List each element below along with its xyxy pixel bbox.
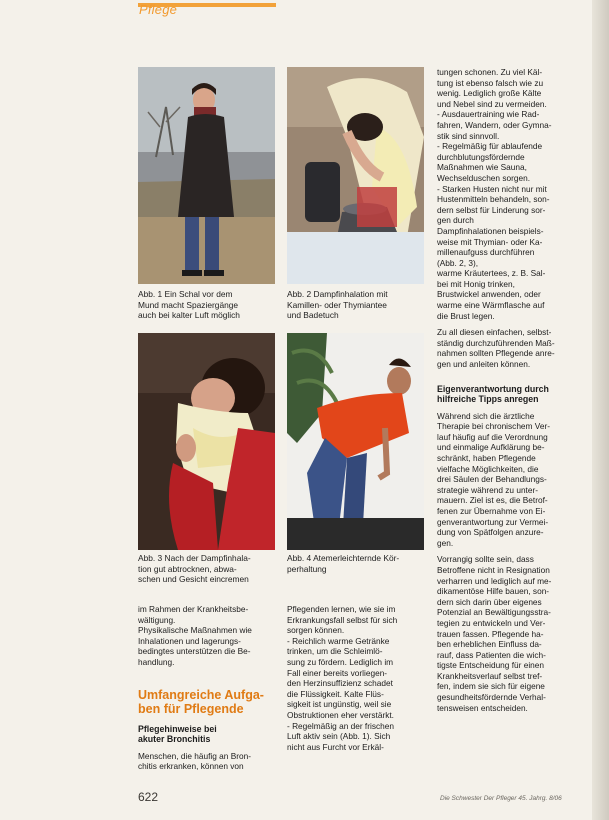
text-column-middle <box>287 604 425 752</box>
section-label: Pflege <box>139 2 178 17</box>
photo-caption: Abb. 4 Atemerleichternde Kör- perhaltung <box>287 553 400 574</box>
body-paragraph: Zu all diesen einfachen, selbst- ständig durchzuführenden Maß- nahmen sollten Pflegende anre- gen und anleiten können. <box>437 327 555 370</box>
intro-paragraph: im Rahmen der Krankheitsbe- wältigung. Physikalische Maßnahmen wie Inhalationen und lagerungs- bedingtes unterstützen die Be- handlung. <box>138 604 252 667</box>
photo-caption: Abb. 1 Ein Schal vor dem Mund macht Spaziergänge auch bei kalter Luft möglich <box>138 289 240 321</box>
body-paragraph: Vorrangig sollte sein, dass Betroffene nicht in Resignation verharren und lediglich auf me- dikamentöse Hilfe bauen, son- dern sich darin über eigenes Potenzial an Bewältigungsstra- tegien zu entwickeln und Ver- trauen fassen. Pflegende ha- ben erheblichen Einfluss da- rauf, dass Patienten die wich- tigste Entscheidung für einen Krankheitsverlauf selbst tref- fen, indem sie sich für eigene gesundheitsfördernde Verhal- tensweisen entscheiden. <box>437 554 552 713</box>
photo-steam-inhalation <box>287 67 424 284</box>
photo-breathing-posture <box>287 333 424 550</box>
photo-caption: Abb. 3 Nach der Dampfinhala- tion gut abtrocknen, abwa- schen und Gesicht eincremen <box>138 553 251 585</box>
text-column-right <box>437 67 587 713</box>
body-paragraph: tungen schonen. Zu viel Käl- tung ist ebenso falsch wie zu wenig. Lediglich große Kälte und Nebel sind zu vermeiden. - Ausdauertraining wie Rad- fahren, Wandern, oder Gymna- stik sind sinnvoll. - Regelmäßig für ablaufende durchblutungsfördernde Maßnahmen wie Sauna, Wechselduschen sorgen. - Starken Husten nicht nur mit Hustenmitteln behandeln, son- dern selbst für Linderung sor- gen durch Dampfinhalationen beispiels- weise mit Thymian- oder Ka- millenaufguss durchführen (Abb. 2, 3), warme Kräutertees, z. B. Sal- bei mit Honig trinken, Brustwickel anwenden, oder warme eine Wärmflasche auf die Brust legen. <box>437 67 552 321</box>
body-paragraph: Pflegenden lernen, wie sie im Erkrankungsfall selbst für sich sorgen können. - Reichlich warme Getränke trinken, um die Schleimlö- sung zu fördern. Lediglich im Fall einer bereits vorliegen- den Herzinsuffizienz schadet die Flüssigkeit. Kalte Flüs- sigkeit ist ungünstig, weil sie Obstruktionen eher verstärkt. - Regelmäßig an der frischen Luft aktiv sein (Abb. 1). Sich nicht aus Furcht vor Erkäl- <box>287 604 398 752</box>
page-edge <box>592 0 609 820</box>
photo-woman-scarf-lake <box>138 67 275 284</box>
body-paragraph: Menschen, die häufig an Bron- chitis erkranken, können von <box>138 750 252 772</box>
subsection-title: Eigenverantwortung durch hilfreiche Tipps anregen <box>437 383 549 405</box>
text-column-left <box>138 604 276 772</box>
page-number: 622 <box>138 790 159 804</box>
section-title: Umfangreiche Aufga- ben für Pflegende <box>138 687 264 716</box>
subsection-title: Pflegehinweise bei akuter Bronchitis <box>138 723 217 745</box>
photo-drying-face <box>138 333 275 550</box>
publication-footer: Die Schwester Der Pfleger 45. Jahrg. 8/06 <box>440 795 562 802</box>
body-paragraph: Während sich die ärztliche Therapie bei chronischem Ver- lauf häufig auf die Verordnung und einmalige Aufklärung be- schränkt, haben Pflegende vielfache Möglichkeiten, die drei Säulen der Behandlungs- strategie während zu unter- mauern. Ziel ist es, die Betrof- fenen zur Übernahme von Ei- genverantwortung zur Vermei- dung von Spätfolgen anzure- gen. <box>437 410 550 548</box>
photo-caption: Abb. 2 Dampfinhalation mit Kamillen- oder Thymiantee und Badetuch <box>287 289 388 321</box>
